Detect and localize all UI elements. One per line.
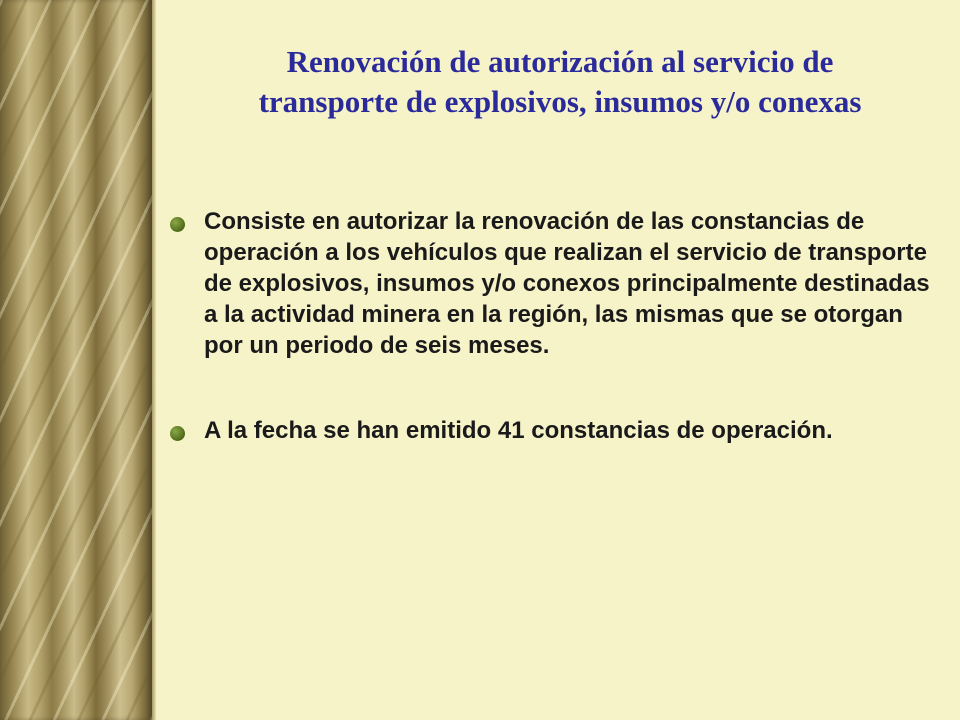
bullet-item bbox=[168, 206, 938, 361]
decorative-band-edge bbox=[152, 0, 156, 720]
bullet-icon bbox=[170, 217, 185, 232]
bullet-text: A la fecha se han emitido 41 constancias de operación. bbox=[204, 417, 833, 444]
bullet-text: Consiste en autorizar la renovación de las constancias de operación a los vehículos que realizan el servicio de transporte de explosivos, insumos y/o conexos principalmente destinadas a la actividad minera en la región, las mismas que se otorgan por un periodo de seis meses. bbox=[204, 208, 930, 359]
title-line-2: transporte de explosivos, insumos y/o conexas bbox=[258, 84, 862, 119]
bullet-item bbox=[168, 415, 938, 446]
decorative-side-band bbox=[0, 0, 152, 720]
bullet-icon bbox=[170, 426, 185, 441]
slide-title bbox=[180, 42, 940, 122]
bullet-list bbox=[168, 206, 938, 446]
title-line-1: Renovación de autorización al servicio de bbox=[286, 44, 834, 79]
